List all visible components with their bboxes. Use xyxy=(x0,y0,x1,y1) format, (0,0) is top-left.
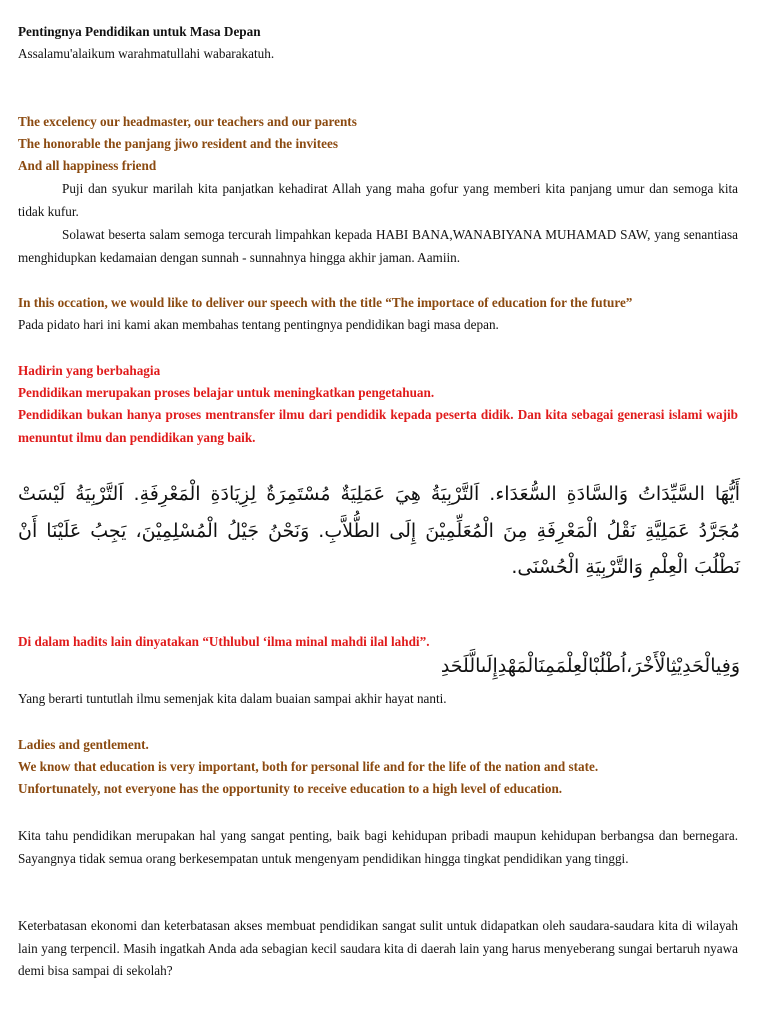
arabic-hadits: وَفِيالْحَدِيْثِالْأَخْرَ،اُطْلُبْالْعِلْمَمِنَالْمَهْدِإِلَىالَّلَحَدِ xyxy=(440,655,740,677)
hadits-intro: Di dalam hadits lain dinyatakan “Uthlubul ‘ilma minal mahdi ilal lahdi”. xyxy=(18,634,430,649)
hadirin-heading: Hadirin yang berbahagia xyxy=(18,363,161,378)
hadits-meaning: Yang berarti tuntutlah ilmu semenjak kita dalam buaian sampai akhir hayat nanti. xyxy=(18,691,447,706)
brown-line-opportunity: Unfortunately, not everyone has the opportunity to receive education to a high level of education. xyxy=(18,781,563,796)
paragraph-kita-tahu: Kita tahu pendidikan merupakan hal yang sangat penting, baik bagi kehidupan pribadi maupun kehidupan berbangsa dan bernegara. Sayangnya tidak semua orang berkesempatan untuk mengenyam pendidikan hingga tingkat pendidikan yang tinggi. xyxy=(18,828,738,866)
paragraph-puji: Puji dan syukur marilah kita panjatkan kehadirat Allah yang maha gofur yang memberi kita panjang umur dan semoga kita tidak kufur. xyxy=(18,181,738,219)
occasion-indonesian: Pada pidato hari ini kami akan membahas tentang pentingnya pendidikan bagi masa depan. xyxy=(18,317,499,332)
ladies-heading: Ladies and gentlement. xyxy=(18,737,149,752)
occasion-english: In this occation, we would like to deliver our speech with the title “The importace of education for the future” xyxy=(18,295,633,310)
greeting: Assalamu'alaikum warahmatullahi wabarakatuh. xyxy=(18,46,275,61)
paragraph-solawat: Solawat beserta salam semoga tercurah limpahkan kepada HABI BANA,WANABIYANA MUHAMAD SAW, yang senantiasa menghidupkan kedamaian dengan sunnah - sunnahnya hingga akhir jaman. Aamiin. xyxy=(18,227,738,265)
document-title: Pentingnya Pendidikan untuk Masa Depan xyxy=(18,24,261,39)
paragraph-keterbatasan: Keterbatasan ekonomi dan keterbatasan akses membuat pendidikan sangat sulit untuk didapatkan oleh saudara-saudara kita di wilayah lain yang terpencil. Masih ingatkah Anda ada sebagian kecil saudara kita di daerah lain yang harus menyeberang sungai bertaruh nyawa demi bisa sampai di sekolah? xyxy=(18,918,738,978)
arabic-speech-paragraph: أَيُّهَا السَّيِّدَاتُ وَالسَّادَةِ السُّعَدَاء. اَلتَّرْبِيَةُ هِيَ عَمَلِيَةٌ مُسْتَمِرَةٌ لِزِيَادَةِ الْمَعْرِفَةِ. اَلتَّرْبِيَةُ لَيْسَتْ مُجَرَّدُ عَمَلِيَّةِ نَقْلُ الْمَعْرِفَةِ مِنَ الْمُعَلِّمِيْنَ إِلَى الطُّلاَّبِ. وَنَحْنُ جَيْلُ الْمُسْلِمِيْنَ، يَجِبُ عَلَيْنَا أَنْ نَطْلُبَ الْعِلْمِ وَالتَّرْبِيَةِ الْحُسْنَى. xyxy=(18,483,740,578)
address-line-2: The honorable the panjang jiwo resident and the invitees xyxy=(18,136,338,151)
red-paragraph-transfer: Pendidikan bukan hanya proses mentransfer ilmu dari pendidik kepada peserta didik. Dan kita sebagai generasi islami wajib menuntut ilmu dan pendidikan yang baik. xyxy=(18,407,738,445)
address-line-3: And all happiness friend xyxy=(18,158,157,173)
red-line-education-process: Pendidikan merupakan proses belajar untuk meningkatkan pengetahuan. xyxy=(18,385,435,400)
address-line-1: The excelency our headmaster, our teachers and our parents xyxy=(18,114,357,129)
brown-line-importance: We know that education is very important, both for personal life and for the life of the nation and state. xyxy=(18,759,599,774)
